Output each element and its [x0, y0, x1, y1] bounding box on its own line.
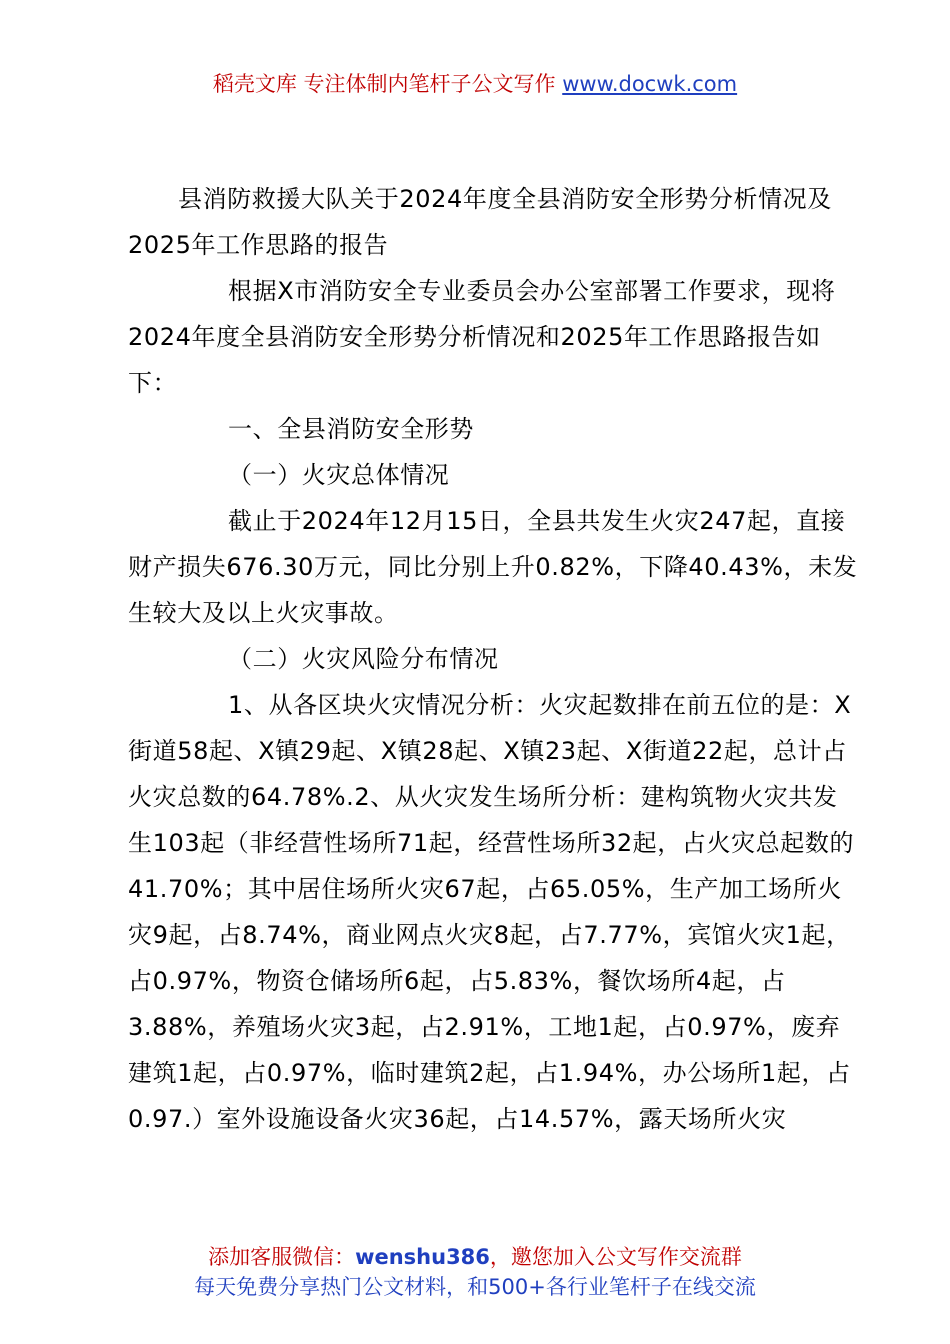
body-paragraph: 截止于2024年12月15日，全县共发生火灾247起，直接财产损失676.30万元，同比分别上升0.82%，下降40.43%，未发生较大及以上火灾事故。 [128, 507, 858, 627]
wechat-id: wenshu386 [355, 1245, 490, 1269]
intro-paragraph: 根据X市消防安全专业委员会办公室部署工作要求，现将2024年度全县消防安全形势分析情况和2025年工作思路报告如下： [128, 277, 836, 397]
section-heading: 一、全县消防安全形势 [228, 415, 474, 443]
footer-prefix: 添加客服微信： [208, 1245, 356, 1269]
subsection-heading: （一）火灾总体情况 [228, 461, 450, 489]
subsection-heading: （二）火灾风险分布情况 [228, 645, 499, 673]
footer-line-1 [0, 1242, 950, 1272]
body-paragraph: 1、从各区块火灾情况分析：火灾起数排在前五位的是：X街道58起、X镇29起、X镇28起、X镇23起、X街道22起，总计占火灾总数的64.78%.2、从火灾发生场所分析：建构筑物火灾共发生103起（非经营性场所71起，经营性场所32起，占火灾总起数的41.70%；其中居住场所火灾67起，占65.05%，生产加工场所火灾9起，占8.74%，商业网点火灾8起，占7.77%，宾馆火灾1起，占0.97%，物资仓储场所6起，占5.83%，餐饮场所4起，占3.88%，养殖场火灾3起，占2.91%，工地1起，占0.97%，废弃建筑1起，占0.97%，临时建筑2起，占1.94%，办公场所1起，占0.97.）室外设施设备火灾36起，占14.57%，露天场所火灾 [128, 691, 855, 1133]
document-title: 县消防救援大队关于2024年度全县消防安全形势分析情况及2025年工作思路的报告 [128, 185, 832, 259]
page-footer [0, 1242, 950, 1302]
header-link[interactable]: www.docwk.com [562, 72, 738, 96]
footer-suffix: ，邀您加入公文写作交流群 [489, 1245, 742, 1269]
footer-line-2: 每天免费分享热门公文材料，和500+各行业笔杆子在线交流 [194, 1275, 756, 1299]
document-body [128, 176, 858, 1142]
page-header [0, 70, 950, 98]
header-text: 稻壳文库 专注体制内笔杆子公文写作 [212, 72, 563, 96]
